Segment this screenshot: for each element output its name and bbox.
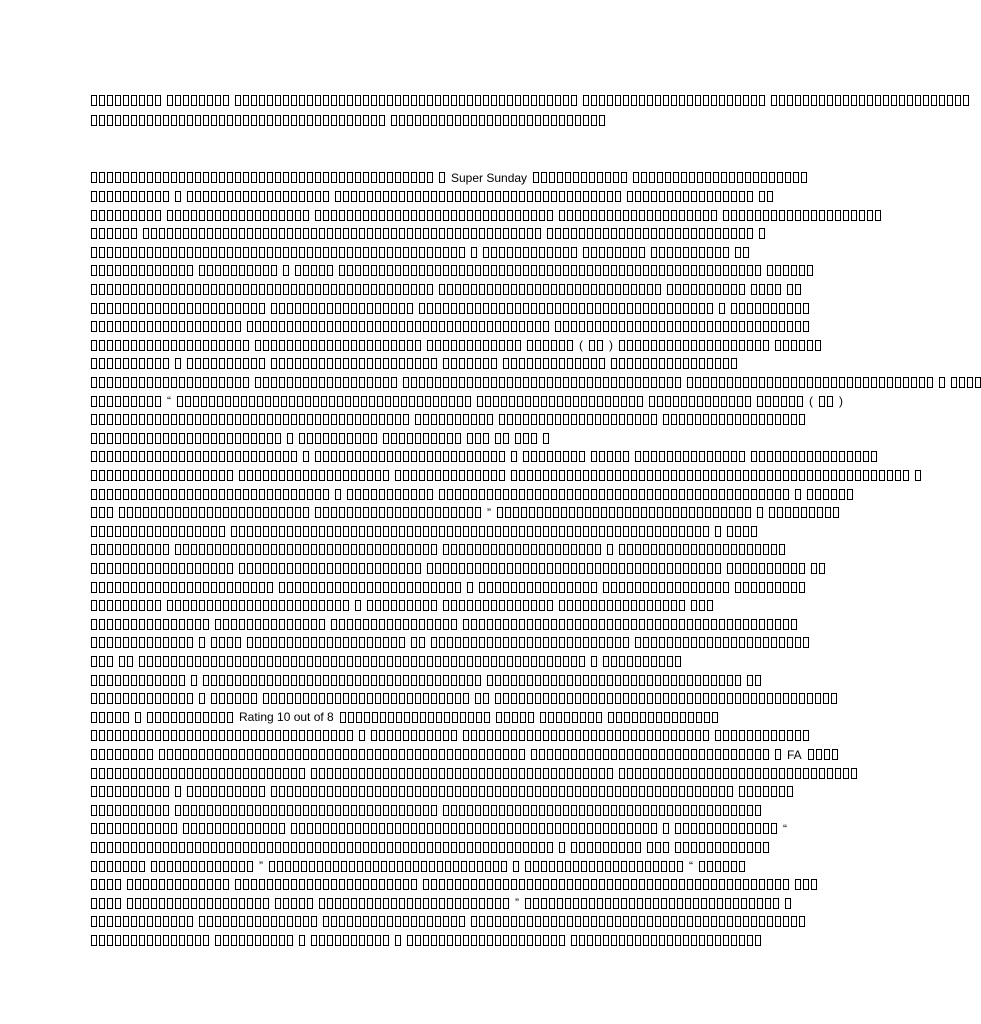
glyph-run xyxy=(91,191,169,202)
glyph-run xyxy=(603,656,681,667)
glyph-run xyxy=(757,396,803,407)
body-line xyxy=(91,856,745,874)
glyph-run xyxy=(443,358,497,369)
glyph-run xyxy=(775,340,821,351)
glyph-run xyxy=(759,228,765,239)
glyph-run xyxy=(525,861,683,872)
glyph-run xyxy=(543,433,549,444)
body-line xyxy=(91,707,718,725)
glyph-run xyxy=(540,712,602,723)
body-line xyxy=(91,280,801,298)
glyph-run xyxy=(175,544,437,555)
glyph-run xyxy=(127,879,229,890)
glyph-run xyxy=(663,414,805,425)
glyph-run xyxy=(395,935,401,946)
glyph-run xyxy=(467,582,473,593)
glyph-run xyxy=(91,805,169,816)
glyph-run xyxy=(415,414,493,425)
glyph-run xyxy=(769,507,839,518)
glyph-run xyxy=(199,265,277,276)
body-line xyxy=(91,689,837,707)
glyph-run xyxy=(523,451,585,462)
inline-text: ” xyxy=(515,896,519,911)
glyph-run xyxy=(747,675,761,686)
inline-text: FA xyxy=(787,747,802,762)
glyph-run xyxy=(235,879,417,890)
body-line xyxy=(91,875,817,893)
glyph-run xyxy=(691,600,713,611)
glyph-run xyxy=(367,600,437,611)
glyph-run xyxy=(559,842,565,853)
glyph-run xyxy=(496,712,534,723)
glyph-run xyxy=(649,396,751,407)
glyph-run xyxy=(403,377,681,388)
glyph-run xyxy=(915,470,921,481)
body-line xyxy=(91,428,549,446)
glyph-run xyxy=(255,340,421,351)
glyph-run xyxy=(91,451,297,462)
glyph-run xyxy=(467,433,489,444)
glyph-run xyxy=(571,842,641,853)
title-line-2 xyxy=(91,111,605,129)
glyph-run xyxy=(239,563,421,574)
glyph-run xyxy=(515,433,537,444)
glyph-run xyxy=(419,303,713,314)
glyph-run xyxy=(315,210,553,221)
glyph-run xyxy=(355,600,361,611)
body-line xyxy=(91,540,785,558)
inline-text: “ xyxy=(783,821,787,836)
glyph-run xyxy=(119,656,133,667)
glyph-run xyxy=(391,115,605,126)
glyph-run xyxy=(263,693,469,704)
glyph-run xyxy=(91,321,241,332)
glyph-run xyxy=(91,210,161,221)
glyph-run xyxy=(91,377,249,388)
glyph-run xyxy=(571,935,761,946)
body-line xyxy=(91,596,713,614)
glyph-run xyxy=(431,637,629,648)
glyph-run xyxy=(775,749,781,760)
glyph-run xyxy=(167,210,309,221)
glyph-run xyxy=(795,879,817,890)
body-line xyxy=(91,447,877,465)
body-line xyxy=(91,763,857,781)
glyph-run xyxy=(663,823,669,834)
glyph-run xyxy=(699,861,745,872)
glyph-run xyxy=(143,228,541,239)
inline-text: ) xyxy=(839,394,843,409)
glyph-run xyxy=(187,358,265,369)
glyph-run xyxy=(271,358,437,369)
body-line xyxy=(91,726,809,744)
glyph-run xyxy=(471,916,805,927)
glyph-run xyxy=(407,935,565,946)
glyph-run xyxy=(91,619,209,630)
glyph-run xyxy=(175,358,181,369)
glyph-run xyxy=(423,879,789,890)
glyph-run xyxy=(383,433,461,444)
glyph-run xyxy=(787,284,801,295)
glyph-run xyxy=(583,247,645,258)
body-line xyxy=(91,466,921,484)
glyph-run xyxy=(271,786,733,797)
glyph-run xyxy=(727,563,805,574)
glyph-run xyxy=(135,712,141,723)
inline-text: “ xyxy=(689,859,693,874)
glyph-run xyxy=(347,489,433,500)
glyph-run xyxy=(479,582,597,593)
glyph-run xyxy=(91,693,193,704)
glyph-run xyxy=(939,377,945,388)
body-line xyxy=(91,410,805,428)
glyph-run xyxy=(651,247,729,258)
glyph-run xyxy=(311,935,389,946)
glyph-run xyxy=(191,675,197,686)
glyph-run xyxy=(497,507,751,518)
glyph-run xyxy=(715,730,809,741)
glyph-run xyxy=(739,786,793,797)
body-line xyxy=(91,912,805,930)
glyph-run xyxy=(91,600,161,611)
glyph-run xyxy=(91,526,225,537)
glyph-run xyxy=(759,191,773,202)
glyph-run xyxy=(183,823,285,834)
body-line xyxy=(91,652,681,670)
glyph-run xyxy=(91,861,145,872)
glyph-run xyxy=(533,172,627,183)
body-line xyxy=(91,354,737,372)
body-line xyxy=(91,391,843,409)
glyph-run xyxy=(235,95,577,106)
glyph-run xyxy=(91,172,433,183)
inline-text: ” xyxy=(259,859,263,874)
inline-text: Rating 10 out of 8 xyxy=(239,710,334,725)
body-line xyxy=(91,242,749,260)
glyph-run xyxy=(795,489,801,500)
glyph-run xyxy=(808,749,838,760)
glyph-run xyxy=(443,805,761,816)
glyph-run xyxy=(231,526,709,537)
glyph-run xyxy=(299,433,377,444)
glyph-run xyxy=(91,563,233,574)
glyph-run xyxy=(471,247,477,258)
glyph-run xyxy=(269,861,507,872)
glyph-run xyxy=(175,786,181,797)
glyph-run xyxy=(439,284,661,295)
glyph-run xyxy=(167,600,349,611)
glyph-run xyxy=(427,340,521,351)
glyph-run xyxy=(591,451,629,462)
inline-text: Super Sunday xyxy=(451,170,528,185)
glyph-run xyxy=(751,284,781,295)
body-line xyxy=(91,577,805,595)
glyph-run xyxy=(767,265,813,276)
glyph-run xyxy=(91,247,465,258)
glyph-run xyxy=(315,451,505,462)
glyph-run xyxy=(255,377,397,388)
glyph-run xyxy=(633,172,807,183)
body-line xyxy=(91,224,765,242)
glyph-run xyxy=(91,656,113,667)
glyph-run xyxy=(177,396,471,407)
body-line xyxy=(91,800,761,818)
glyph-run xyxy=(771,95,969,106)
glyph-run xyxy=(91,303,265,314)
glyph-run xyxy=(619,340,769,351)
glyph-run xyxy=(619,544,785,555)
body-line xyxy=(91,614,797,632)
glyph-run xyxy=(340,712,490,723)
glyph-run xyxy=(559,600,685,611)
glyph-run xyxy=(299,935,305,946)
glyph-run xyxy=(495,693,837,704)
glyph-run xyxy=(559,210,717,221)
glyph-run xyxy=(91,730,353,741)
glyph-run xyxy=(247,321,549,332)
glyph-run xyxy=(555,321,809,332)
body-line xyxy=(91,819,787,837)
glyph-run xyxy=(675,842,769,853)
glyph-run xyxy=(443,544,601,555)
glyph-run xyxy=(635,451,745,462)
glyph-run xyxy=(477,396,643,407)
glyph-run xyxy=(127,898,269,909)
glyph-run xyxy=(723,210,881,221)
glyph-run xyxy=(371,730,457,741)
glyph-run xyxy=(589,340,603,351)
glyph-run xyxy=(411,637,425,648)
glyph-run xyxy=(287,433,293,444)
glyph-run xyxy=(527,340,573,351)
glyph-run xyxy=(91,637,193,648)
glyph-run xyxy=(91,935,209,946)
body-line xyxy=(91,670,761,688)
glyph-run xyxy=(525,898,779,909)
glyph-run xyxy=(203,675,481,686)
body-line xyxy=(91,782,793,800)
glyph-run xyxy=(91,712,129,723)
glyph-run xyxy=(439,172,445,183)
body-line xyxy=(91,503,839,521)
glyph-run xyxy=(531,749,769,760)
glyph-run xyxy=(463,730,709,741)
glyph-run xyxy=(91,786,169,797)
glyph-run xyxy=(91,507,113,518)
glyph-run xyxy=(807,489,853,500)
glyph-run xyxy=(591,656,597,667)
glyph-run xyxy=(503,358,605,369)
inline-text: ” xyxy=(487,505,491,520)
glyph-run xyxy=(119,507,309,518)
glyph-run xyxy=(443,600,553,611)
glyph-run xyxy=(91,768,305,779)
glyph-run xyxy=(608,712,718,723)
inline-text: ) xyxy=(609,338,613,353)
glyph-run xyxy=(91,433,281,444)
glyph-run xyxy=(719,303,725,314)
inline-text: “ xyxy=(167,394,171,409)
glyph-run xyxy=(359,730,365,741)
glyph-run xyxy=(295,265,333,276)
glyph-run xyxy=(91,340,249,351)
body-line xyxy=(91,261,813,279)
glyph-run xyxy=(91,470,233,481)
glyph-run xyxy=(511,451,517,462)
body-line xyxy=(91,931,761,949)
glyph-run xyxy=(647,842,669,853)
glyph-run xyxy=(275,898,313,909)
glyph-run xyxy=(91,898,121,909)
glyph-run xyxy=(91,228,137,239)
glyph-run xyxy=(785,898,791,909)
glyph-run xyxy=(611,358,737,369)
glyph-run xyxy=(735,582,805,593)
glyph-run xyxy=(603,582,729,593)
glyph-run xyxy=(199,916,317,927)
glyph-run xyxy=(91,284,433,295)
glyph-run xyxy=(731,303,809,314)
body-line xyxy=(91,838,769,856)
glyph-run xyxy=(199,637,205,648)
glyph-run xyxy=(147,712,233,723)
glyph-run xyxy=(513,861,519,872)
glyph-run xyxy=(91,879,121,890)
glyph-run xyxy=(167,95,229,106)
glyph-run xyxy=(91,358,169,369)
glyph-run xyxy=(811,563,825,574)
glyph-run xyxy=(511,470,909,481)
glyph-run xyxy=(757,507,763,518)
glyph-run xyxy=(91,582,273,593)
glyph-run xyxy=(139,656,585,667)
glyph-run xyxy=(91,749,153,760)
glyph-run xyxy=(335,191,621,202)
body-line xyxy=(91,205,881,223)
body-line xyxy=(91,893,791,911)
glyph-run xyxy=(91,489,329,500)
glyph-run xyxy=(395,470,505,481)
glyph-run xyxy=(211,693,257,704)
glyph-run xyxy=(483,247,577,258)
glyph-run xyxy=(215,935,293,946)
glyph-run xyxy=(159,749,525,760)
body-line xyxy=(91,168,807,186)
body-line xyxy=(91,521,757,539)
body-line xyxy=(91,335,821,353)
glyph-run xyxy=(283,265,289,276)
glyph-run xyxy=(619,768,857,779)
glyph-run xyxy=(91,544,169,555)
glyph-run xyxy=(547,228,753,239)
glyph-run xyxy=(687,377,933,388)
glyph-run xyxy=(331,619,457,630)
body-line xyxy=(91,317,809,335)
glyph-run xyxy=(215,619,325,630)
glyph-run xyxy=(499,414,657,425)
body-line xyxy=(91,484,853,502)
glyph-run xyxy=(91,414,409,425)
glyph-run xyxy=(339,265,761,276)
glyph-run xyxy=(751,451,877,462)
glyph-run xyxy=(91,396,161,407)
glyph-run xyxy=(475,693,489,704)
glyph-run xyxy=(211,637,241,648)
glyph-run xyxy=(667,284,745,295)
glyph-run xyxy=(463,619,797,630)
inline-text: ( xyxy=(809,394,813,409)
glyph-run xyxy=(151,861,253,872)
glyph-run xyxy=(311,768,613,779)
glyph-run xyxy=(239,470,389,481)
inline-text: ( xyxy=(579,338,583,353)
body-line xyxy=(91,373,981,391)
body-line xyxy=(91,633,809,651)
glyph-run xyxy=(427,563,721,574)
glyph-run xyxy=(279,582,461,593)
glyph-run xyxy=(199,693,205,704)
glyph-run xyxy=(675,823,777,834)
glyph-run xyxy=(627,191,753,202)
glyph-run xyxy=(323,916,465,927)
glyph-run xyxy=(335,489,341,500)
glyph-run xyxy=(635,637,809,648)
glyph-run xyxy=(187,191,329,202)
glyph-run xyxy=(271,303,413,314)
body-line xyxy=(91,559,825,577)
glyph-run xyxy=(187,786,265,797)
glyph-run xyxy=(247,637,405,648)
glyph-run xyxy=(91,842,553,853)
glyph-run xyxy=(439,489,789,500)
glyph-run xyxy=(175,805,437,816)
glyph-run xyxy=(819,396,833,407)
glyph-run xyxy=(951,377,981,388)
body-line xyxy=(91,298,809,316)
glyph-run xyxy=(303,451,309,462)
glyph-run xyxy=(315,507,481,518)
glyph-run xyxy=(495,433,509,444)
glyph-run xyxy=(91,916,193,927)
glyph-run xyxy=(715,526,721,537)
glyph-run xyxy=(91,265,193,276)
glyph-run xyxy=(91,823,177,834)
glyph-run xyxy=(735,247,749,258)
glyph-run xyxy=(727,526,757,537)
glyph-run xyxy=(487,675,741,686)
glyph-run xyxy=(91,675,185,686)
glyph-run xyxy=(91,95,161,106)
body-line xyxy=(91,745,838,763)
body-line xyxy=(91,187,773,205)
title-line-1 xyxy=(91,91,969,109)
glyph-run xyxy=(583,95,765,106)
glyph-run xyxy=(175,191,181,202)
glyph-run xyxy=(319,898,509,909)
glyph-run xyxy=(607,544,613,555)
glyph-run xyxy=(91,115,385,126)
glyph-run xyxy=(291,823,657,834)
